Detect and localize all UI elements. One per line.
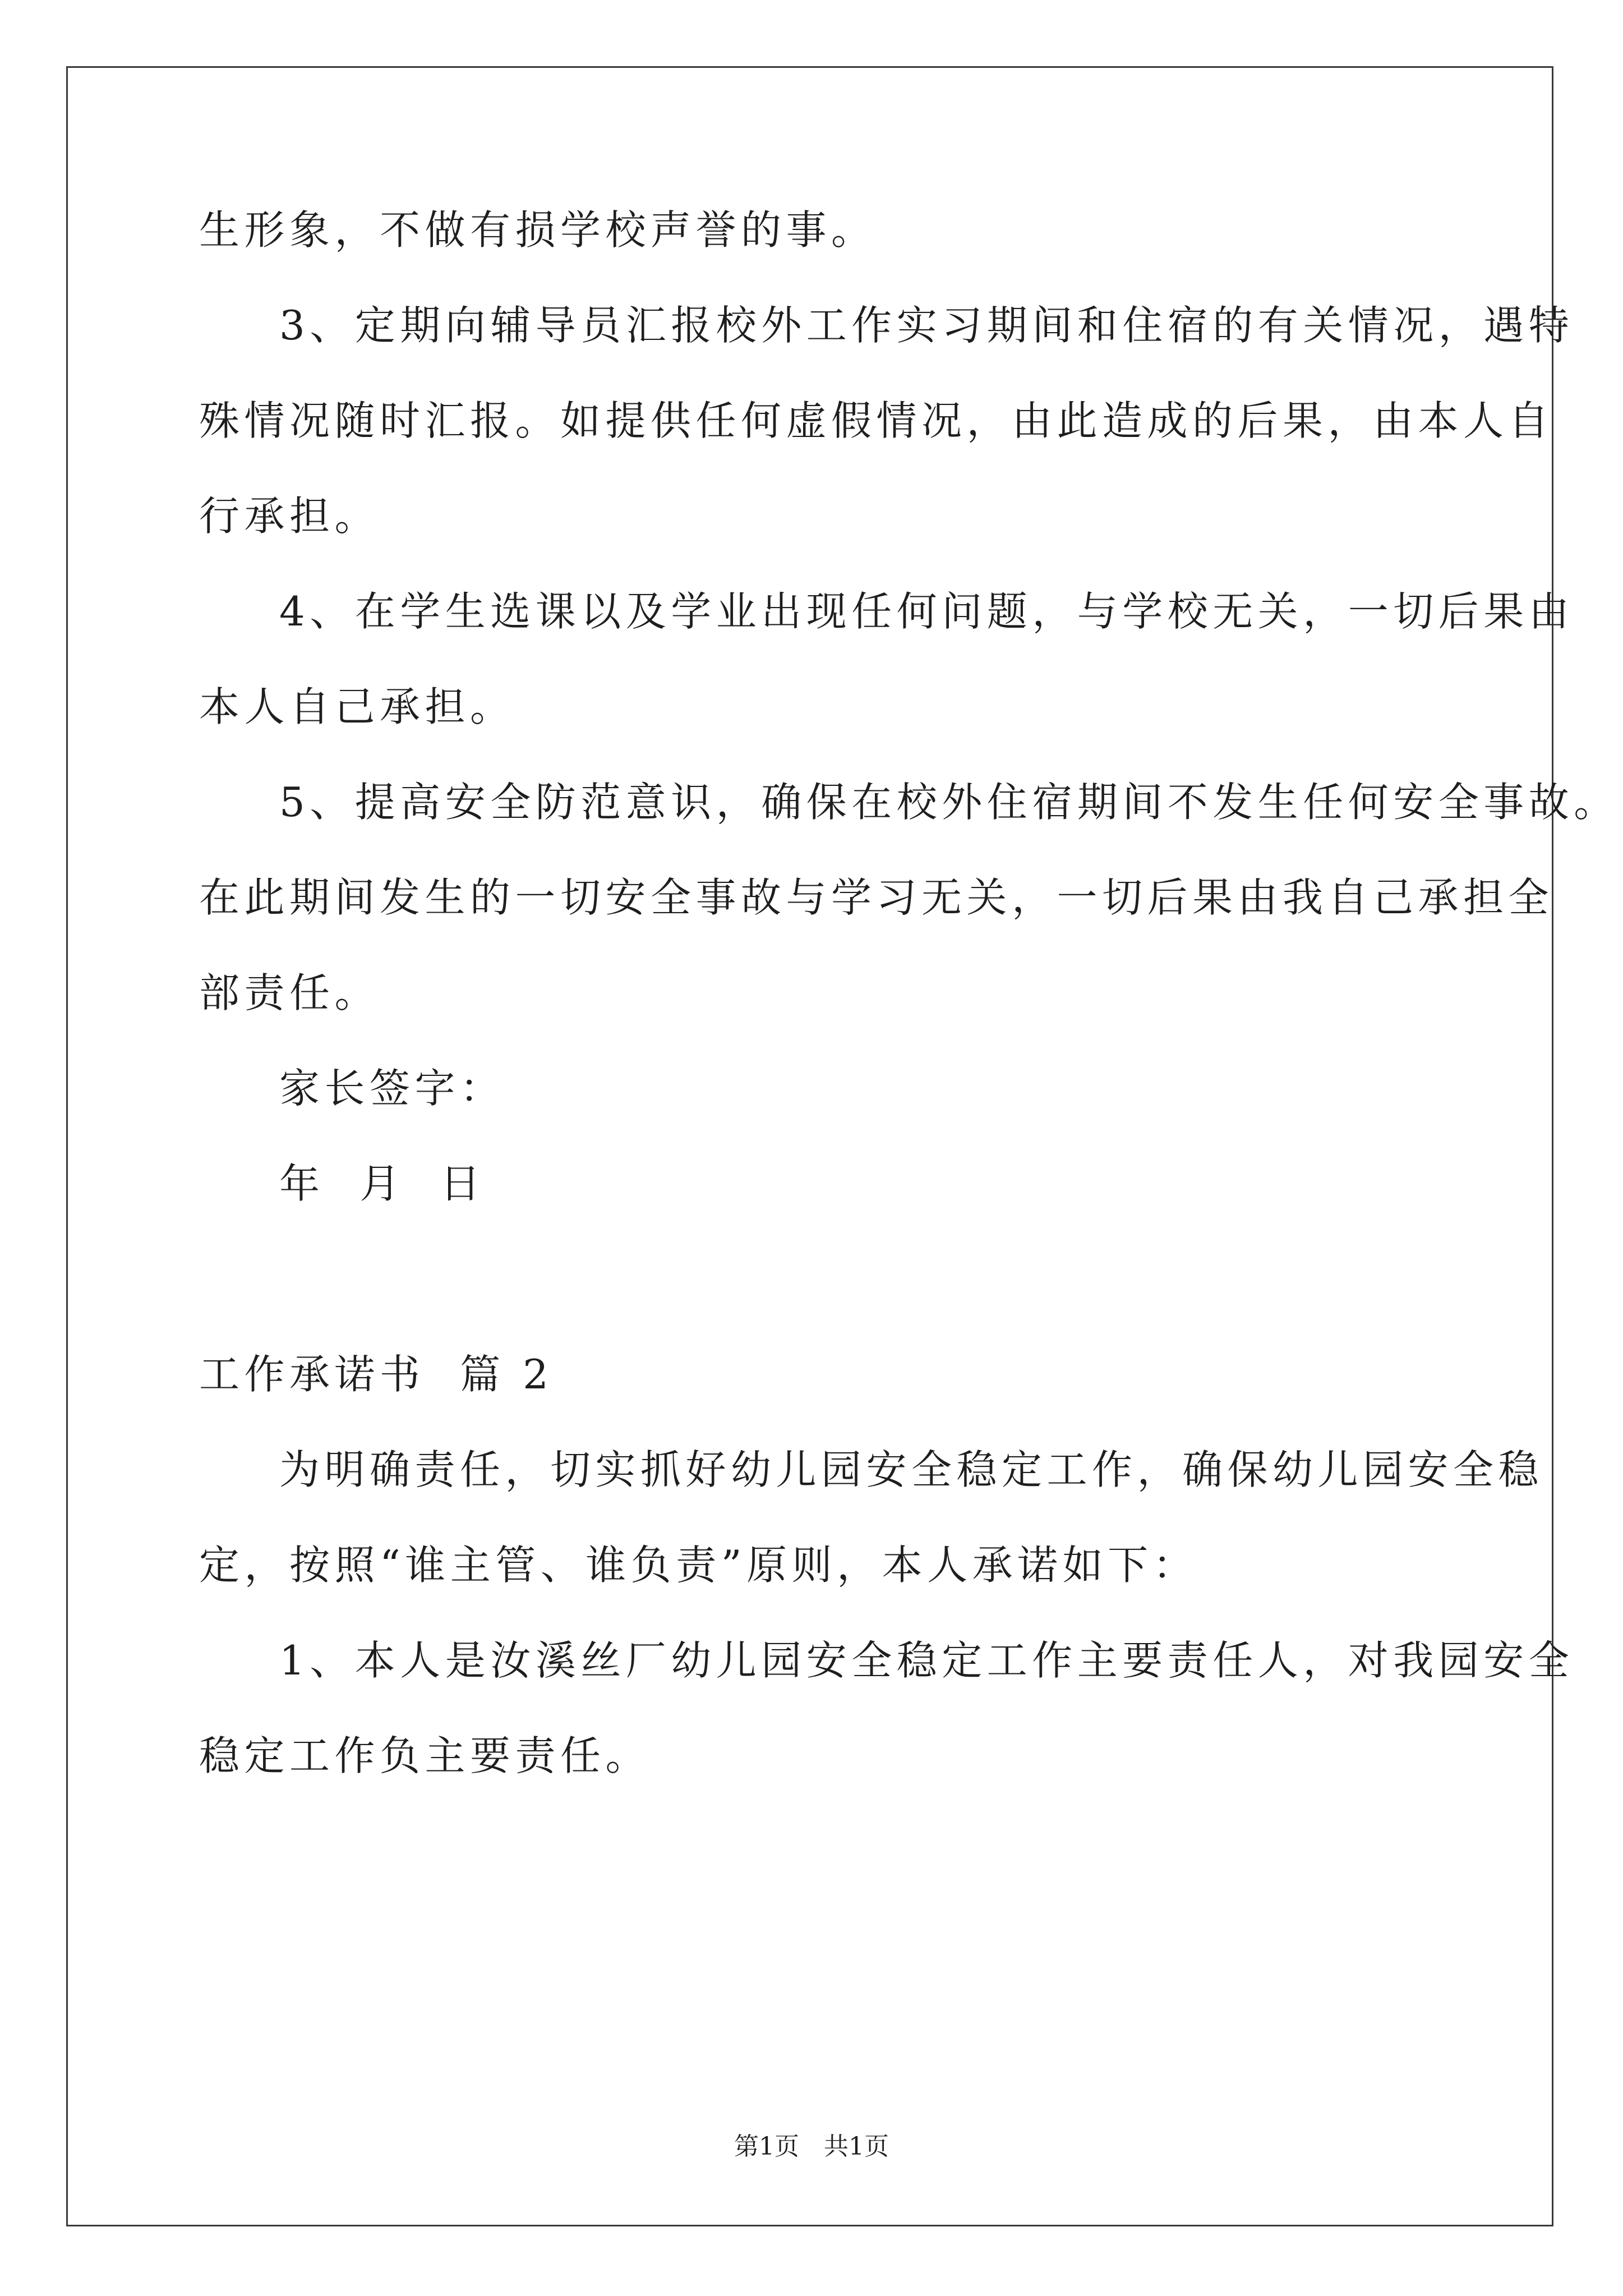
text-line-5: 4、在学生选课以及学业出现任何问题，与学校无关，一切后果由 bbox=[279, 588, 1574, 635]
page-footer bbox=[0, 2132, 1623, 2162]
page-border bbox=[66, 66, 1553, 2226]
text-line-13: 为明确责任，切实抓好幼儿园安全稳定工作，确保幼儿园安全稳 bbox=[279, 1446, 1544, 1493]
text-line-16: 稳定工作负主要责任。 bbox=[199, 1732, 651, 1779]
section-heading: 工作承诺书 篇 2 bbox=[199, 1351, 554, 1398]
page-number-total: 共1页 bbox=[824, 2132, 889, 2161]
text-line-4: 行承担。 bbox=[199, 493, 380, 540]
page-number-current: 第1页 bbox=[734, 2132, 799, 2161]
text-line-2: 3、定期向辅导员汇报校外工作实习期间和住宿的有关情况，遇特 bbox=[279, 302, 1574, 349]
text-line-8: 在此期间发生的一切安全事故与学习无关，一切后果由我自己承担全 bbox=[199, 874, 1554, 921]
date-line: 年 月 日 bbox=[279, 1160, 486, 1207]
text-line-3: 殊情况随时汇报。如提供任何虚假情况，由此造成的后果，由本人自 bbox=[199, 397, 1554, 444]
text-line-7: 5、提高安全防范意识，确保在校外住宿期间不发生任何安全事故。 bbox=[279, 779, 1619, 826]
text-line-1: 生形象，不做有损学校声誉的事。 bbox=[199, 206, 877, 254]
text-line-6: 本人自己承担。 bbox=[199, 683, 515, 730]
text-line-14: 定，按照“谁主管、谁负责”原则，本人承诺如下： bbox=[199, 1542, 1198, 1589]
text-line-9: 部责任。 bbox=[199, 969, 380, 1016]
text-line-15: 1、本人是汝溪丝厂幼儿园安全稳定工作主要责任人，对我园安全 bbox=[279, 1637, 1574, 1684]
parent-signature-label: 家长签字： bbox=[279, 1065, 505, 1112]
